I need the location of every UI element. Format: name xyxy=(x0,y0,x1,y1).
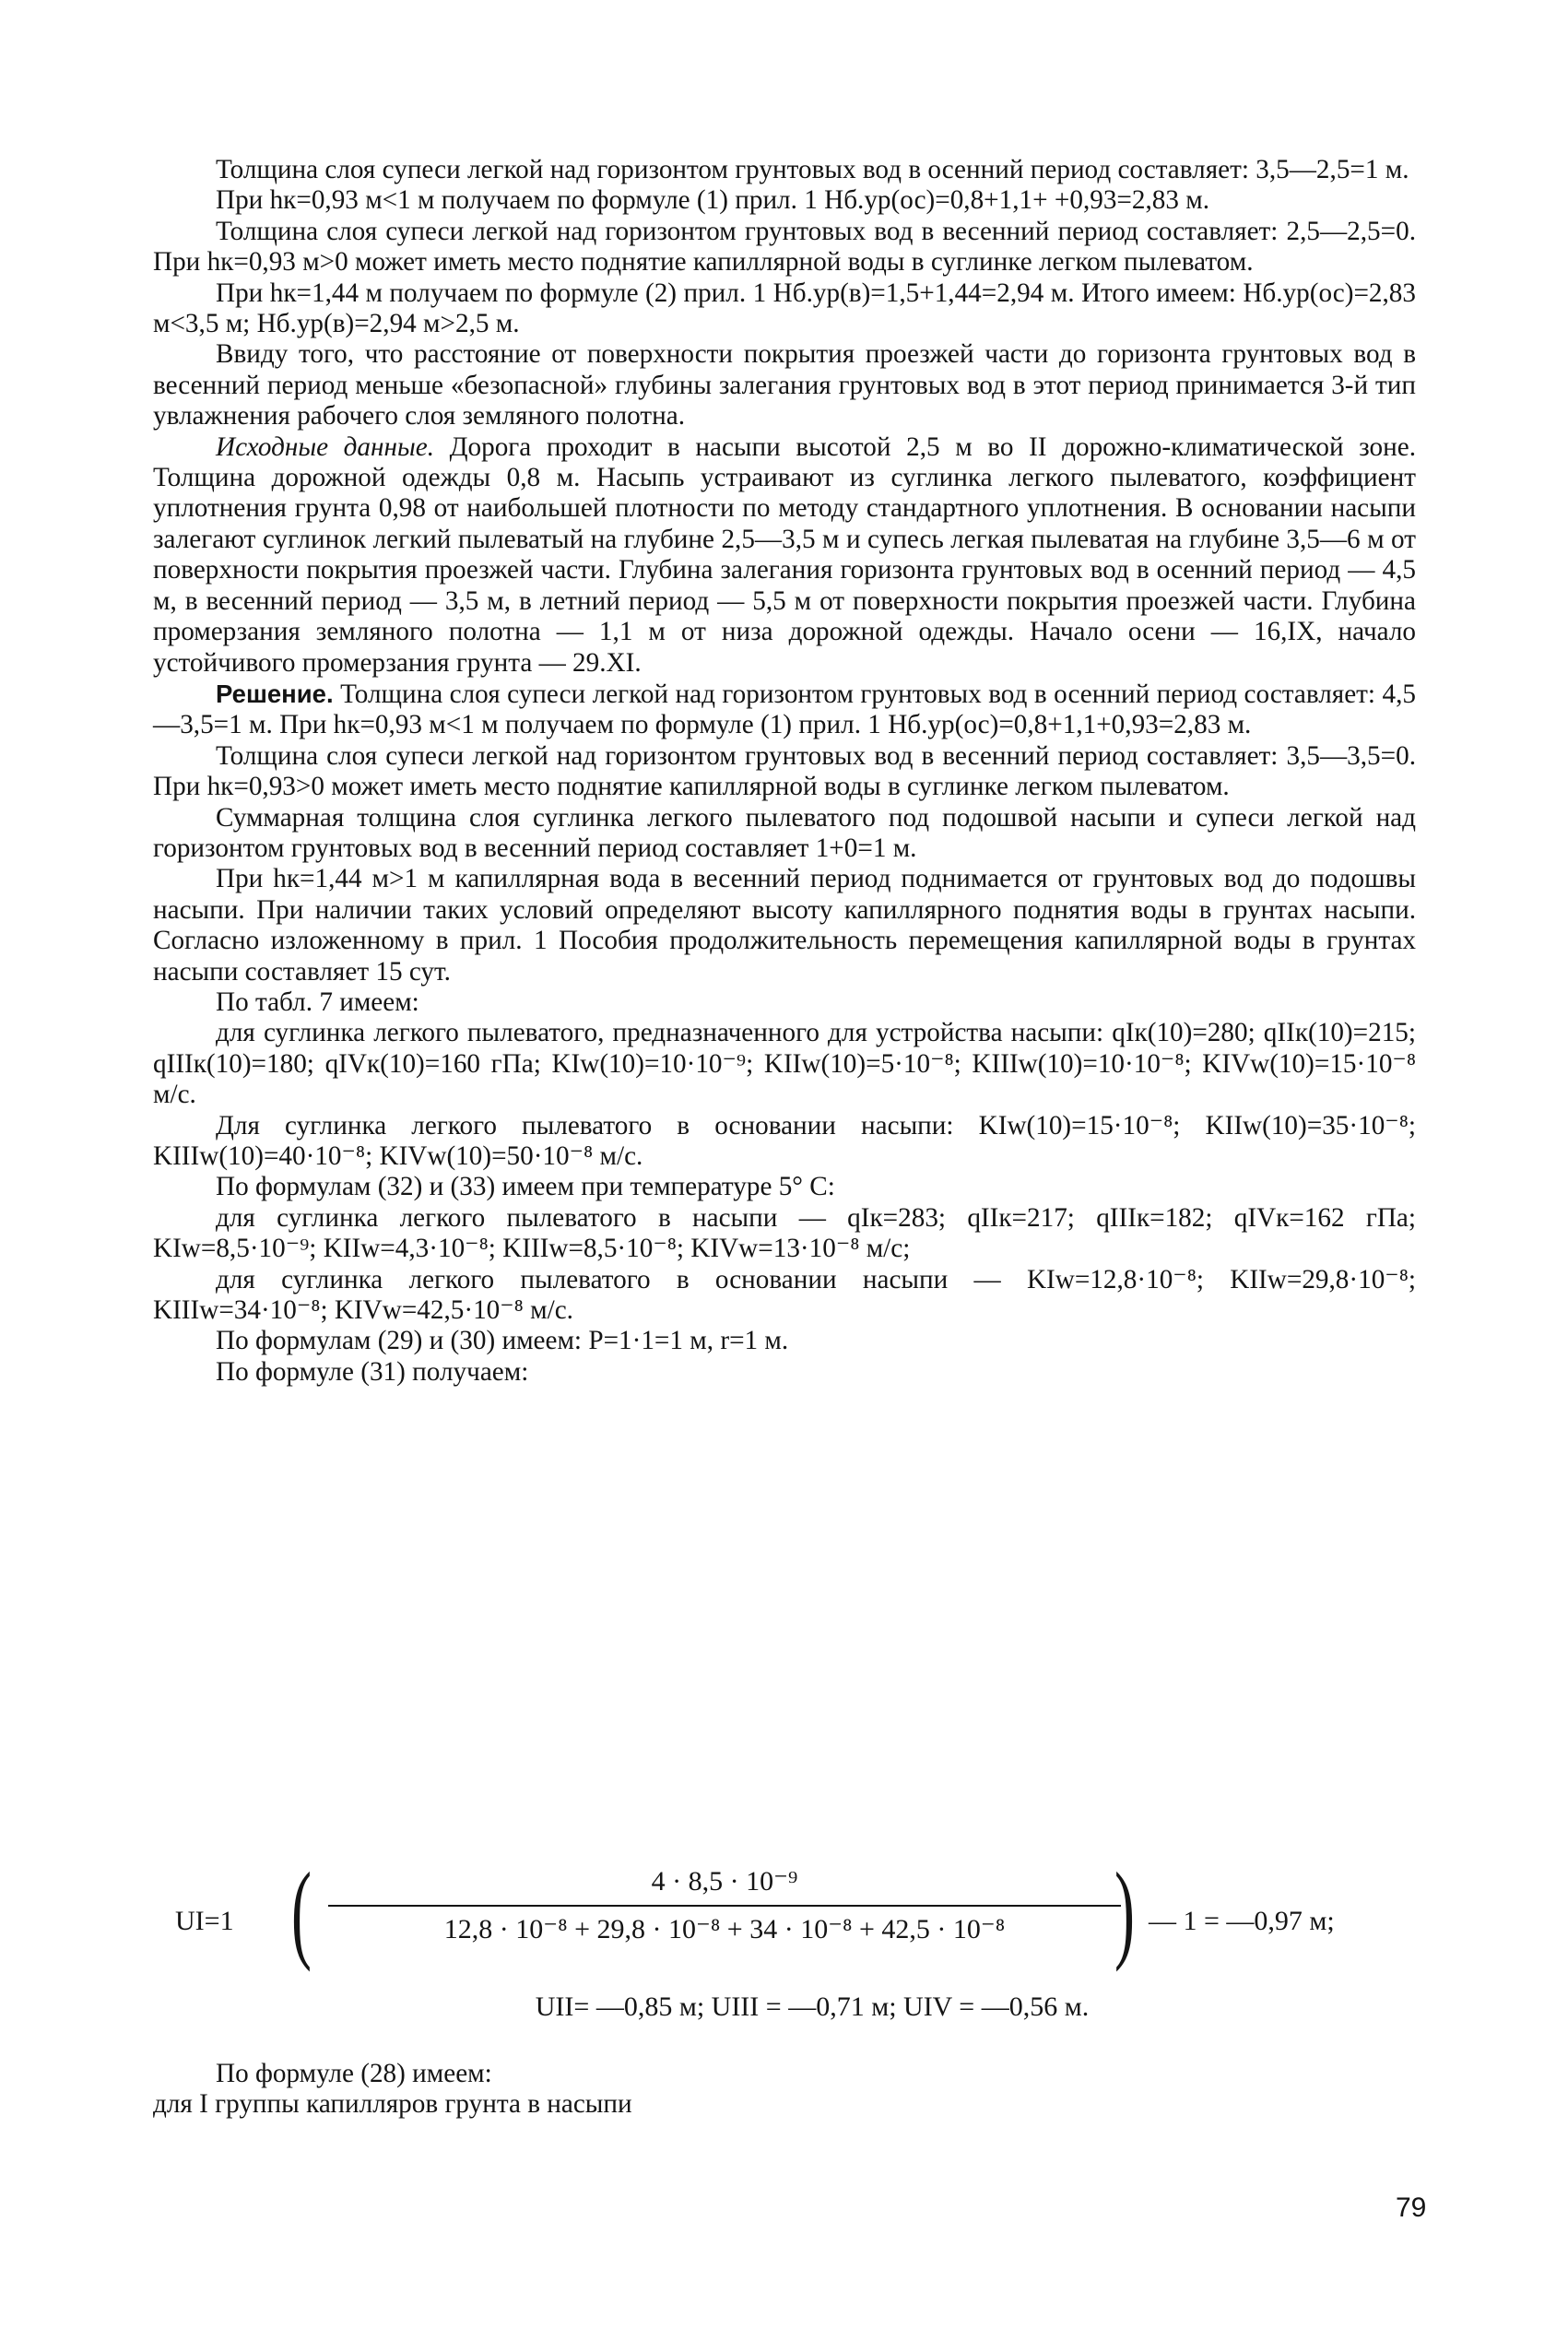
formula-denominator: 12,8 · 10⁻⁸ + 29,8 · 10⁻⁸ + 34 · 10⁻⁸ + 42,5 · 10⁻⁸ xyxy=(443,1914,1006,1944)
paragraph: По табл. 7 имеем: xyxy=(216,987,419,1017)
paragraph-body: Дорога проходит в насыпи высотой 2,5 м во II дорожно-климатической зоне. Толщина дорожной одежды 0,8 м. Насыпь устраивают из суглинка легкого пылеватого, коэффициент уплотнения грунта 0,98 от наибольшей плотности по методу стандартного уплотнения. В основании насыпи залегают суглинок легкий пылеватый на глубине 2,5—3,5 м и супесь легкая пылеватая на глубине 3,5—6 м от поверхности покрытия проезжей части. Глубина залегания горизонта грунтовых вод в осенний период — 4,5 м, в весенний период — 3,5 м, в летний период — 5,5 м от поверхности покрытия проезжей части. Глубина промерзания земляного полотна — 1,1 м от низа дорожной одежды. Начало осени — 16,IX, начало устойчивого промерзания грунта — 29.XI. xyxy=(153,431,1416,678)
page-number: 79 xyxy=(1396,2192,1427,2223)
paragraph: По формуле (28) имеем: xyxy=(216,2059,492,2088)
paragraph: Толщина слоя супеси легкой над горизонтом грунтовых вод в весенний период составляет: 3,5—3,5=0. При hк=0,93>0 может иметь место поднятие капиллярной воды в суглинке легком пылеватом. xyxy=(153,740,1416,802)
left-paren: ( xyxy=(291,1850,312,1972)
paragraph: Для суглинка легкого пылеватого в основании насыпи: KIw(10)=15·10⁻⁸; KIIw(10)=35·10⁻⁸; KIIIw(10)=40·10⁻⁸; KIVw(10)=50·10⁻⁸ м/с. xyxy=(153,1110,1416,1171)
paragraph xyxy=(153,679,1416,741)
paragraph: для суглинка легкого пылеватого в основании насыпи — KIw=12,8·10⁻⁸; KIIw=29,8·10⁻⁸; KIIIw=34·10⁻⁸; KIVw=42,5·10⁻⁸ м/с. xyxy=(153,1264,1416,1326)
paragraph: Толщина слоя супеси легкой над горизонтом грунтовых вод в осенний период составляет: 3,5—2,5=1 м. xyxy=(216,155,1409,184)
paragraph: При hк=0,93 м<1 м получаем по формуле (1) прил. 1 Hб.ур(ос)=0,8+1,1+ +0,93=2,83 м. xyxy=(216,185,1210,216)
paragraph: Толщина слоя супеси легкой над горизонтом грунтовых вод в весенний период составляет: 2,5—2,5=0. При hк=0,93 м>0 может иметь место поднятие капиллярной воды в суглинке легком пылеватом. xyxy=(153,216,1416,278)
formula-numerator: 4 · 8,5 · 10⁻⁹ xyxy=(651,1866,798,1897)
paragraph xyxy=(153,432,1416,679)
paragraph: для суглинка легкого пылеватого, предназначенного для устройства насыпи: qIк(10)=280; qIIк(10)=215; qIIIк(10)=180; qIVк(10)=160 гПа; KIw(10)=10·10⁻⁹; KIIw(10)=5·10⁻⁸; KIIIw(10)=10·10⁻⁸; KIVw(10)=15·10⁻⁸ м/с. xyxy=(153,1018,1416,1110)
paragraph-body: Толщина слоя супеси легкой над горизонтом грунтовых вод в осенний период составляет: 4,5—3,5=1 м. При hк=0,93 м<1 м получаем по формуле (1) прил. 1 Hб.ур(ос)=0,8+1,1+0,93=2,83 м. xyxy=(153,679,1417,740)
paragraph: При hк=1,44 м получаем по формуле (2) прил. 1 Hб.ур(в)=1,5+1,44=2,94 м. Итого имеем: Hб.ур(ос)=2,83 м<3,5 м; Hб.ур(в)=2,94 м>2,5 м. xyxy=(153,278,1416,339)
italic-lead: Исходные данные. xyxy=(216,431,434,462)
paragraph: Суммарная толщина слоя суглинка легкого пылеватого под подошвой насыпи и супеси легкой над горизонтом грунтовых вод в весенний период составляет 1+0=1 м. xyxy=(153,802,1416,863)
right-paren: ) xyxy=(1114,1850,1135,1972)
paragraph: По формулам (29) и (30) имеем: P=1·1=1 м, r=1 м. xyxy=(216,1326,789,1356)
paragraph: При hк=1,44 м>1 м капиллярная вода в весенний период поднимается от грунтовых вод до подошвы насыпи. При наличии таких условий определяют высоту капиллярного поднятия воды в грунтах насыпи. Согласно изложенному в прил. 1 Пособия продолжительность перемещения капиллярной воды в грунтах насыпи составляет 15 сут. xyxy=(153,864,1416,987)
bold-lead: Решение. xyxy=(216,679,334,708)
page-text xyxy=(153,155,1416,1388)
paragraph: По формуле (31) получаем: xyxy=(216,1356,529,1387)
paragraph: Ввиду того, что расстояние от поверхности покрытия проезжей части до горизонта грунтовых вод в весенний период меньше «безопасной» глубины залегания грунтовых вод в этот период принимается 3-й тип увлажнения рабочего слоя земляного полотна. xyxy=(153,339,1416,431)
paragraph: для I группы капилляров грунта в насыпи xyxy=(153,2089,632,2120)
closing-text xyxy=(153,2059,1416,2121)
formula-lhs: UI=1 xyxy=(175,1906,234,1936)
formula-u1 xyxy=(153,1849,1416,1987)
paragraph: для суглинка легкого пылеватого в насыпи — qIк=283; qIIк=217; qIIIк=182; qIVк=162 гПа; KIw=8,5·10⁻⁹; KIIw=4,3·10⁻⁸; KIIIw=8,5·10⁻⁸; KIVw=13·10⁻⁸ м/с; xyxy=(153,1202,1416,1264)
formula-result: — 1 = —0,97 м; xyxy=(1149,1906,1335,1936)
formula-results-line: UII= —0,85 м; UIII = —0,71 м; UIV = —0,56 м. xyxy=(535,1991,1090,2022)
paragraph: По формулам (32) и (33) имеем при температуре 5° С: xyxy=(216,1172,835,1202)
fraction-bar xyxy=(328,1905,1121,1907)
